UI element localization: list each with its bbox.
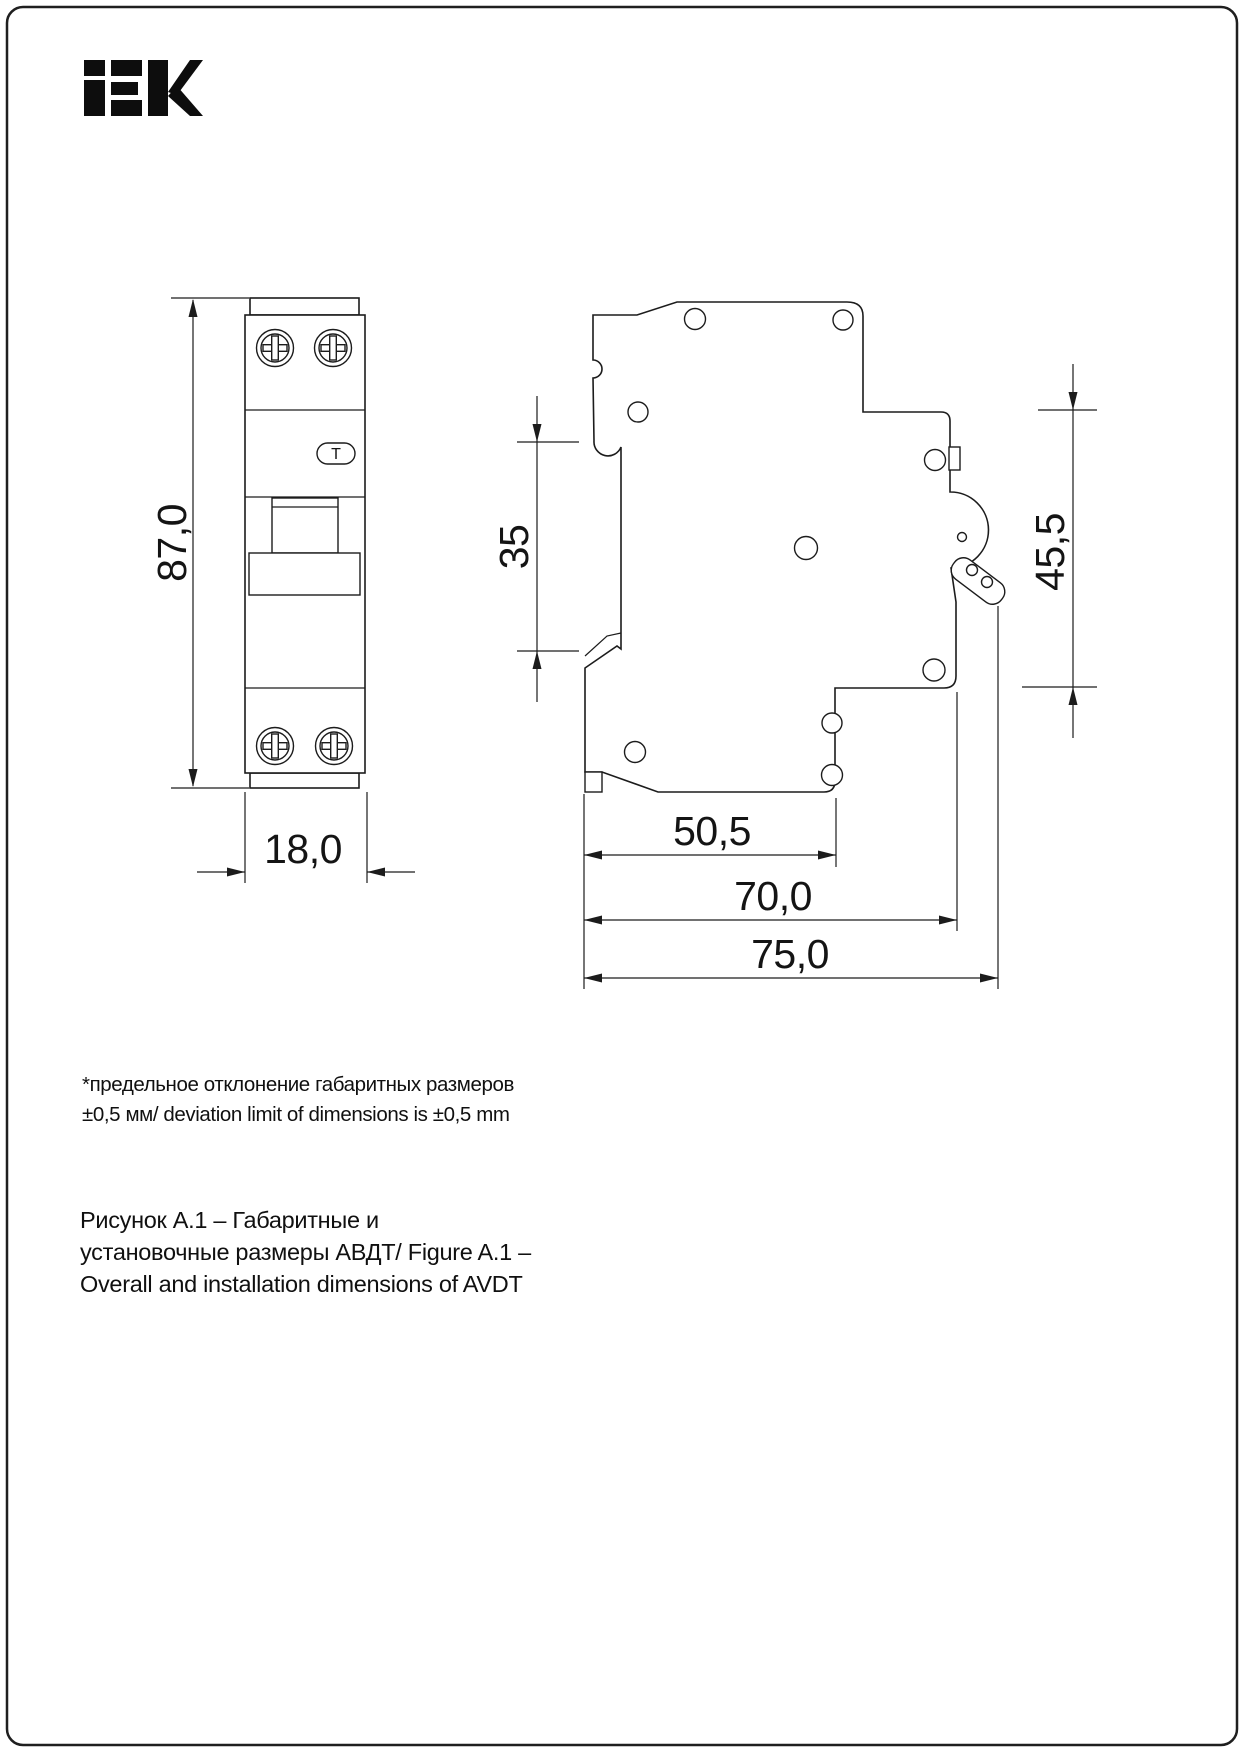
rivet-hole — [822, 765, 843, 786]
test-button — [317, 443, 355, 464]
terminal-screw-bottom-left — [257, 728, 294, 765]
rivet-hole — [795, 537, 818, 560]
rivet-hole — [923, 659, 945, 681]
toggle-lever — [272, 498, 338, 553]
logo-e-bar-bottom — [111, 100, 142, 116]
terminal-screw-top-left — [257, 330, 294, 367]
dimension-mount-45-5 — [1022, 364, 1097, 738]
test-button-label: T — [331, 446, 341, 463]
rivet-hole — [822, 713, 842, 733]
release-tab-hole — [982, 577, 993, 588]
din-foot-tab — [585, 772, 602, 792]
rivet-hole — [625, 742, 646, 763]
dimension-height-87 — [149, 298, 249, 788]
logo-i-dot — [84, 60, 105, 76]
logo-i-stem — [84, 80, 105, 116]
logo-e-bar-mid — [111, 82, 138, 95]
figure-caption-line2: установочные размеры АВДТ/ Figure A.1 – — [80, 1239, 531, 1265]
logo-e-bar-top — [111, 60, 142, 76]
figure-caption — [80, 1207, 532, 1297]
terminal-screw-bottom-right — [316, 728, 353, 765]
iek-logo — [84, 60, 203, 116]
front-bottom-cap — [250, 773, 359, 788]
logo-k-upper-arm — [168, 60, 203, 95]
dimension-label-75: 75,0 — [751, 931, 829, 977]
front-view — [149, 298, 415, 883]
rivet-hole — [925, 450, 946, 471]
dimension-din-35 — [491, 396, 579, 702]
dimension-label-35: 35 — [491, 524, 537, 570]
terminal-screw-top-right — [315, 330, 352, 367]
latch-pin-hole — [958, 533, 967, 542]
latch-slot — [949, 447, 960, 470]
release-tab-hole — [967, 565, 978, 576]
side-view — [491, 302, 1097, 989]
rivet-hole — [628, 402, 648, 422]
dimension-label-45-5: 45,5 — [1027, 513, 1073, 591]
dimension-label-50-5: 50,5 — [673, 808, 751, 854]
dimension-width-18 — [197, 792, 415, 883]
rivet-hole — [833, 310, 853, 330]
figure-caption-line3: Overall and installation dimensions of AVDT — [80, 1271, 523, 1297]
tolerance-note-line2: ±0,5 мм/ deviation limit of dimensions is ±0,5 mm — [82, 1103, 510, 1126]
dimension-label-70: 70,0 — [734, 873, 812, 919]
tolerance-note — [82, 1073, 514, 1126]
dimension-depth-50-5 — [584, 798, 836, 867]
tolerance-note-line1: *предельное отклонение габаритных размеров — [82, 1073, 514, 1096]
front-top-cap — [250, 298, 359, 315]
toggle-base — [249, 553, 360, 595]
logo-k-stem — [148, 60, 168, 116]
dimension-label-87: 87,0 — [149, 504, 195, 582]
figure-caption-line1: Рисунок А.1 – Габаритные и — [80, 1207, 379, 1233]
page-border — [7, 7, 1237, 1745]
logo-k-lower-arm — [168, 86, 203, 116]
side-profile — [585, 302, 988, 792]
dimension-label-18: 18,0 — [264, 826, 342, 872]
rivet-hole — [685, 309, 706, 330]
